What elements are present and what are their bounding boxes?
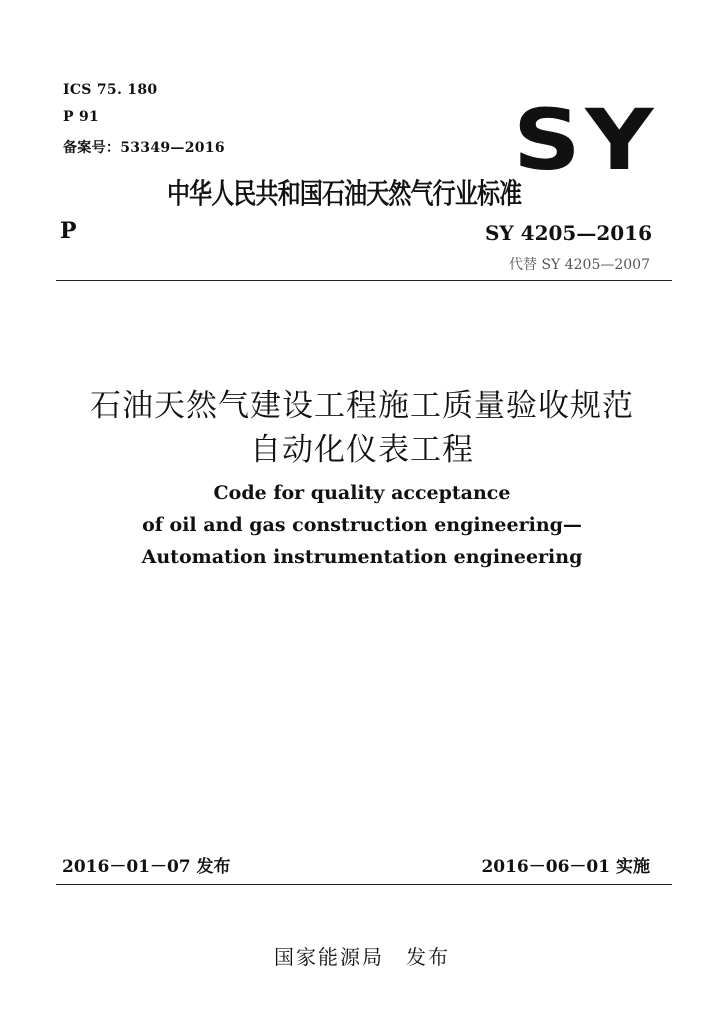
issue-date: 2016－01－07 发布: [62, 857, 231, 877]
standard-number: SY 4205—2016: [484, 221, 652, 245]
english-title-line-2: of oil and gas construction engineering—: [142, 514, 582, 536]
english-title-line-1: Code for quality acceptance: [213, 482, 511, 504]
ics-code: ICS 75. 180: [63, 82, 158, 98]
category-code: P: [60, 218, 77, 244]
implementation-date: 2016－06－01 实施: [481, 857, 650, 877]
chinese-title-line-2: 自动化仪表工程: [250, 432, 474, 468]
issuing-authority: 国家能源局 发布: [274, 945, 450, 969]
replaces-standard: 代替 SY 4205—2007: [509, 257, 650, 273]
filing-number: 备案号：53349—2016: [63, 140, 225, 156]
chinese-title-line-1: 石油天然气建设工程施工质量验收规范: [90, 388, 634, 424]
bottom-divider: [56, 884, 672, 885]
sy-logo: SY: [513, 91, 658, 189]
p-code: P 91: [63, 109, 100, 125]
english-title-line-3: Automation instrumentation engineering: [141, 546, 583, 568]
top-divider: [56, 280, 672, 281]
organization-name: 中华人民共和国石油天然气行业标准: [167, 177, 522, 210]
